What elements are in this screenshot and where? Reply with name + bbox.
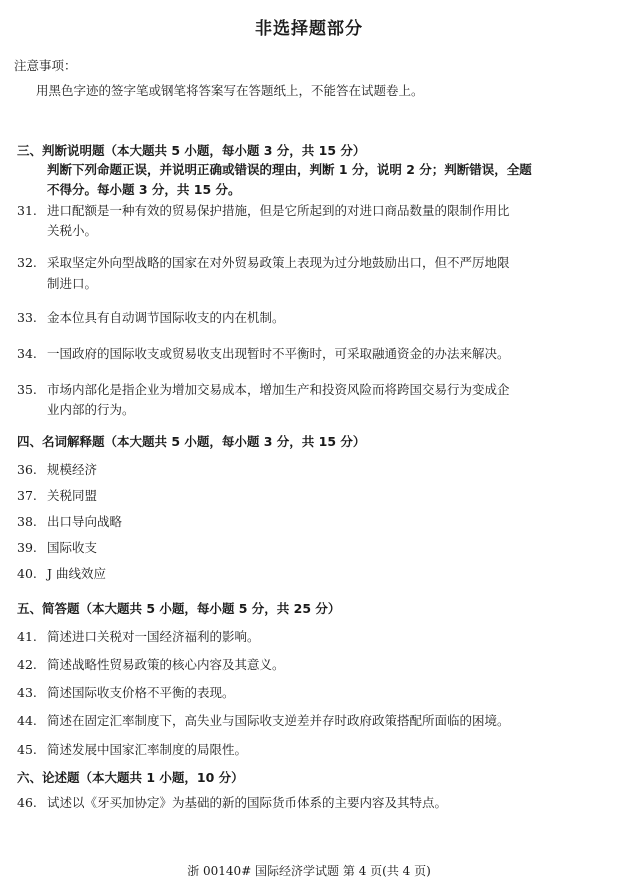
notice-body: 用黑色字迹的签字笔或钢笔将答案写在答题纸上，不能答在试题卷上。 — [36, 83, 424, 98]
section-heading-essay: 六、论述题（本大题共 1 小题，10 分） — [17, 770, 244, 785]
page-title: 非选择题部分 — [255, 19, 363, 39]
question-40: 40. J 曲线效应 — [17, 566, 106, 581]
section-heading-short: 五、简答题（本大题共 5 小题，每小题 5 分，共 25 分） — [17, 601, 341, 616]
question-35: 35. 市场内部化是指企业为增加交易成本，增加生产和投资风险而将跨国交易行为变成企 — [17, 382, 510, 397]
question-36: 36. 规模经济 — [17, 462, 98, 477]
question-35-cont: 业内部的行为。 — [47, 402, 135, 417]
question-32: 32. 采取坚定外向型战略的国家在对外贸易政策上表现为过分地鼓励出口，但不严厉地限 — [17, 255, 510, 270]
section-heading-terms: 四、名词解释题（本大题共 5 小题，每小题 3 分，共 15 分） — [17, 434, 366, 449]
question-33: 33. 金本位具有自动调节国际收支的内在机制。 — [17, 310, 285, 325]
question-34: 34. 一国政府的国际收支或贸易收支出现暂时不平衡时，可采取融通资金的办法来解决。 — [17, 346, 510, 361]
question-31: 31. 进口配额是一种有效的贸易保护措施，但是它所起到的对进口商品数量的限制作用比 — [17, 203, 510, 218]
question-39: 39. 国际收支 — [17, 540, 98, 555]
question-46: 46. 试述以《牙买加协定》为基础的新的国际货币体系的主要内容及其特点。 — [17, 795, 448, 810]
question-37: 37. 关税同盟 — [17, 488, 98, 503]
question-31-cont: 关税小。 — [47, 223, 98, 238]
section-instruction-line1: 判断下列命题正误，并说明正确或错误的理由，判断 1 分，说明 2 分；判断错误，全题 — [47, 162, 532, 177]
page-footer: 浙 00140# 国际经济学试题 第 4 页(共 4 页) — [187, 864, 431, 878]
notice-heading: 注意事项： — [14, 58, 77, 73]
section-heading-judge: 三、判断说明题（本大题共 5 小题，每小题 3 分，共 15 分） — [17, 143, 366, 158]
question-45: 45. 简述发展中国家汇率制度的局限性。 — [17, 742, 248, 757]
question-44: 44. 简述在固定汇率制度下，高失业与国际收支逆差并存时政府政策搭配所面临的困境。 — [17, 713, 510, 728]
question-32-cont: 制进口。 — [47, 276, 98, 291]
question-38: 38. 出口导向战略 — [17, 514, 123, 529]
section-instruction-line2: 不得分。每小题 3 分，共 15 分。 — [47, 182, 241, 197]
question-42: 42. 简述战略性贸易政策的核心内容及其意义。 — [17, 657, 285, 672]
question-41: 41. 简述进口关税对一国经济福利的影响。 — [17, 629, 260, 644]
question-43: 43. 简述国际收支价格不平衡的表现。 — [17, 685, 235, 700]
